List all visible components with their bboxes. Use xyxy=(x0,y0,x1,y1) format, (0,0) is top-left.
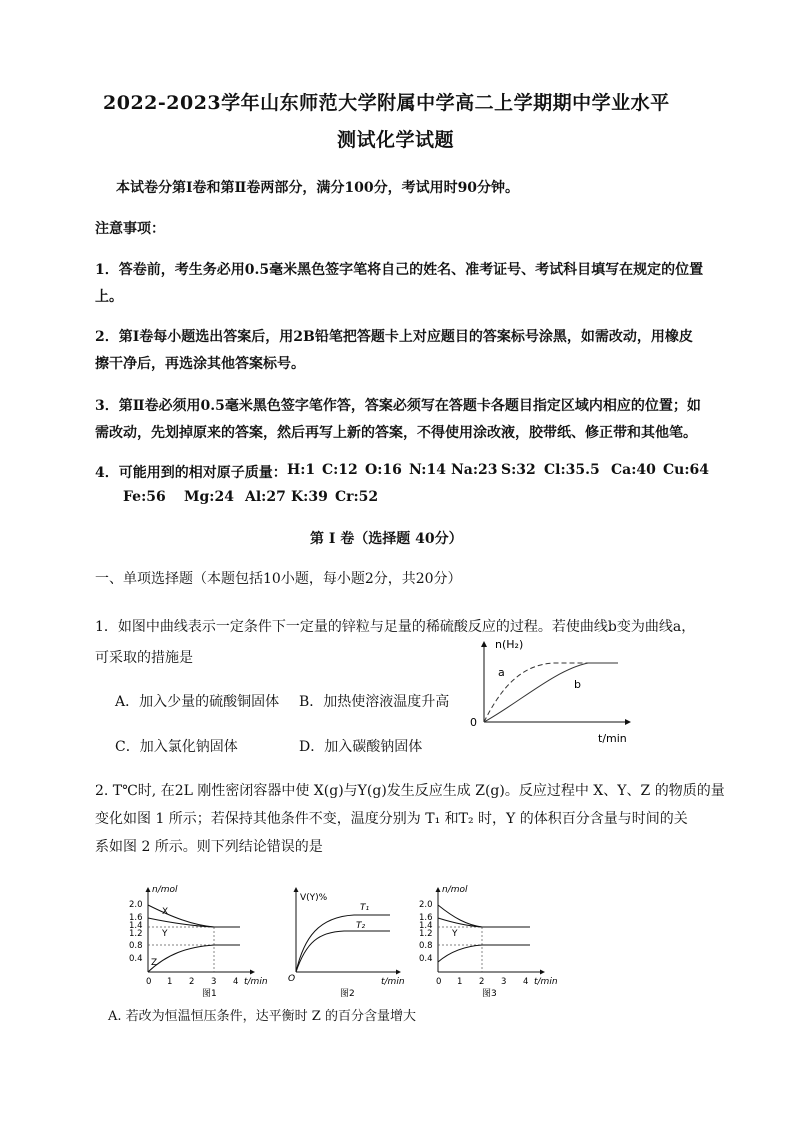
q2-figure-2 xyxy=(284,882,408,1000)
fig3-ylabel: n/mol xyxy=(442,885,468,895)
fig1-xtick-0: 0 xyxy=(146,977,152,987)
note-1-line2: 上。 xyxy=(95,289,123,305)
q1-label-a: a xyxy=(498,666,505,679)
fig1-ytick-2.0: 2.0 xyxy=(129,900,143,910)
intro-text: 本试卷分第Ⅰ卷和第Ⅱ卷两部分，满分100分，考试用时90分钟。 xyxy=(116,180,520,196)
mass-cu: Cu:64 xyxy=(663,462,709,478)
note-1-line1: 1．答卷前，考生务必用0.5毫米黑色签字笔将自己的姓名、准考证号、考试科目填写在规定的位置 xyxy=(95,262,704,278)
mass-s: S:32 xyxy=(501,462,536,478)
paper-title-line2: 测试化学试题 xyxy=(337,129,455,151)
fig3-ytick-0.4: 0.4 xyxy=(419,954,433,964)
fig2-curve-t1 xyxy=(296,915,390,972)
fig1-xtick-4: 4 xyxy=(233,977,239,987)
q1-option-c: C．加入氯化钠固体 xyxy=(115,739,238,755)
paper-title-line1: 2022-2023学年山东师范大学附属中学高二上学期期中学业水平 xyxy=(103,92,670,114)
fig2-origin: O xyxy=(288,974,296,984)
fig1-ytick-1.6: 1.6 xyxy=(129,913,143,923)
note-4-label: 4．可能用到的相对原子质量： xyxy=(95,465,287,481)
fig1-xtick-1: 1 xyxy=(167,977,173,987)
q1-option-a: A．加入少量的硫酸铜固体 xyxy=(115,694,280,710)
fig3-xtick-3: 3 xyxy=(501,977,507,987)
mass-o: O:16 xyxy=(365,462,402,478)
fig3-xtick-0: 0 xyxy=(436,977,442,987)
mass-h: H:1 xyxy=(287,462,316,478)
q2-figure-1 xyxy=(122,882,274,1000)
fig2-xlabel: t/min xyxy=(381,977,405,987)
fig1-xtick-3: 3 xyxy=(211,977,217,987)
q1-stem-line1: 1．如图中曲线表示一定条件下一定量的锌粒与足量的稀硫酸反应的过程。若使曲线b变为曲线a， xyxy=(95,619,696,635)
fig1-caption: 图1 xyxy=(202,989,217,999)
fig1-curve-y xyxy=(148,918,240,927)
q2-stem-line1: 2. T℃时, 在2L 刚性密闭容器中使 X(g)与Y(g)发生反应生成 Z(g)。反应过程中 X、Y、Z 的物质的量 xyxy=(95,783,725,799)
q1-label-b: b xyxy=(574,678,581,691)
fig1-label-x: X xyxy=(162,907,169,917)
fig3-curve-z xyxy=(438,945,530,962)
mass-fe: Fe:56 xyxy=(123,489,166,505)
mass-na: Na:23 xyxy=(451,462,498,478)
note-2-line2: 擦干净后，再选涂其他答案标号。 xyxy=(95,356,305,372)
fig3-ytick-2.0: 2.0 xyxy=(419,900,433,910)
fig1-xlabel: t/min xyxy=(244,977,268,987)
fig3-ytick-1.4: 1.4 xyxy=(419,921,433,931)
mass-k: K:39 xyxy=(291,489,328,505)
fig1-xtick-2: 2 xyxy=(189,977,195,987)
fig2-ylabel: V(Y)% xyxy=(300,893,328,903)
q1-origin: 0 xyxy=(470,716,477,729)
q2-stem-line2: 变化如图 1 所示；若保持其他条件不变，温度分别为 T₁ 和T₂ 时，Y 的体积百分含量与时间的关 xyxy=(95,811,688,827)
q1-xlabel: t/min xyxy=(598,732,627,745)
fig2-label-t1: T₁ xyxy=(360,903,370,913)
fig3-xtick-4: 4 xyxy=(523,977,529,987)
mass-cr: Cr:52 xyxy=(335,489,379,505)
q2-stem-line3: 系如图 2 所示。则下列结论错误的是 xyxy=(95,839,323,855)
q1-option-b: B．加热使溶液温度升高 xyxy=(299,694,450,710)
mass-c: C:12 xyxy=(322,462,358,478)
fig3-ytick-0.8: 0.8 xyxy=(419,941,433,951)
note-2-line1: 2．第Ⅰ卷每小题选出答案后，用2B铅笔把答题卡上对应题目的答案标号涂黑，如需改动，用橡皮 xyxy=(95,329,693,345)
fig1-ylabel: n/mol xyxy=(152,885,178,895)
q1-option-d: D．加入碳酸钠固体 xyxy=(299,739,423,755)
fig2-caption: 图2 xyxy=(340,989,355,999)
mass-n: N:14 xyxy=(409,462,446,478)
fig3-xtick-1: 1 xyxy=(457,977,463,987)
note-3-line2: 需改动，先划掉原来的答案，然后再写上新的答案，不得使用涂改液，胶带纸、修正带和其他笔。 xyxy=(95,425,697,441)
mass-ca: Ca:40 xyxy=(611,462,656,478)
fig1-curve-z xyxy=(148,945,240,972)
part-title: 一、单项选择题（本题包括10小题，每小题2分，共20分） xyxy=(95,571,462,587)
fig3-xlabel: t/min xyxy=(534,977,558,987)
fig1-ytick-0.8: 0.8 xyxy=(129,941,143,951)
fig1-ytick-0.4: 0.4 xyxy=(129,954,143,964)
fig2-label-t2: T₂ xyxy=(356,921,366,931)
fig3-curve-x xyxy=(438,905,530,927)
fig1-ytick-1.2: 1.2 xyxy=(129,929,143,939)
q1-stem-line2: 可采取的措施是 xyxy=(95,650,193,666)
notes-heading: 注意事项： xyxy=(95,221,165,237)
fig1-label-y: Y xyxy=(162,929,168,939)
fig3-xtick-2: 2 xyxy=(479,977,485,987)
fig3-label-y: Y xyxy=(452,929,458,939)
q1-ylabel: n(H₂) xyxy=(495,638,524,651)
mass-cl: Cl:35.5 xyxy=(544,462,600,478)
fig3-ytick-1.2: 1.2 xyxy=(419,929,433,939)
note-3-line1: 3．第Ⅱ卷必须用0.5毫米黑色签字笔作答，答案必须写在答题卡各题目指定区域内相应的位置；如 xyxy=(95,398,701,414)
q2-option-a: A. 若改为恒温恒压条件，达平衡时 Z 的百分含量增大 xyxy=(108,1009,416,1024)
q2-figure-3 xyxy=(412,882,568,1000)
fig3-curve-y xyxy=(438,918,530,927)
fig3-caption: 图3 xyxy=(482,989,497,999)
q1-figure xyxy=(460,632,640,747)
fig1-label-z: Z xyxy=(151,958,158,968)
fig1-ytick-1.4: 1.4 xyxy=(129,921,143,931)
mass-al: Al:27 xyxy=(245,489,286,505)
section-title: 第 Ⅰ 卷（选择题 40分） xyxy=(310,531,463,547)
fig3-ytick-1.6: 1.6 xyxy=(419,913,433,923)
mass-mg: Mg:24 xyxy=(184,489,234,505)
